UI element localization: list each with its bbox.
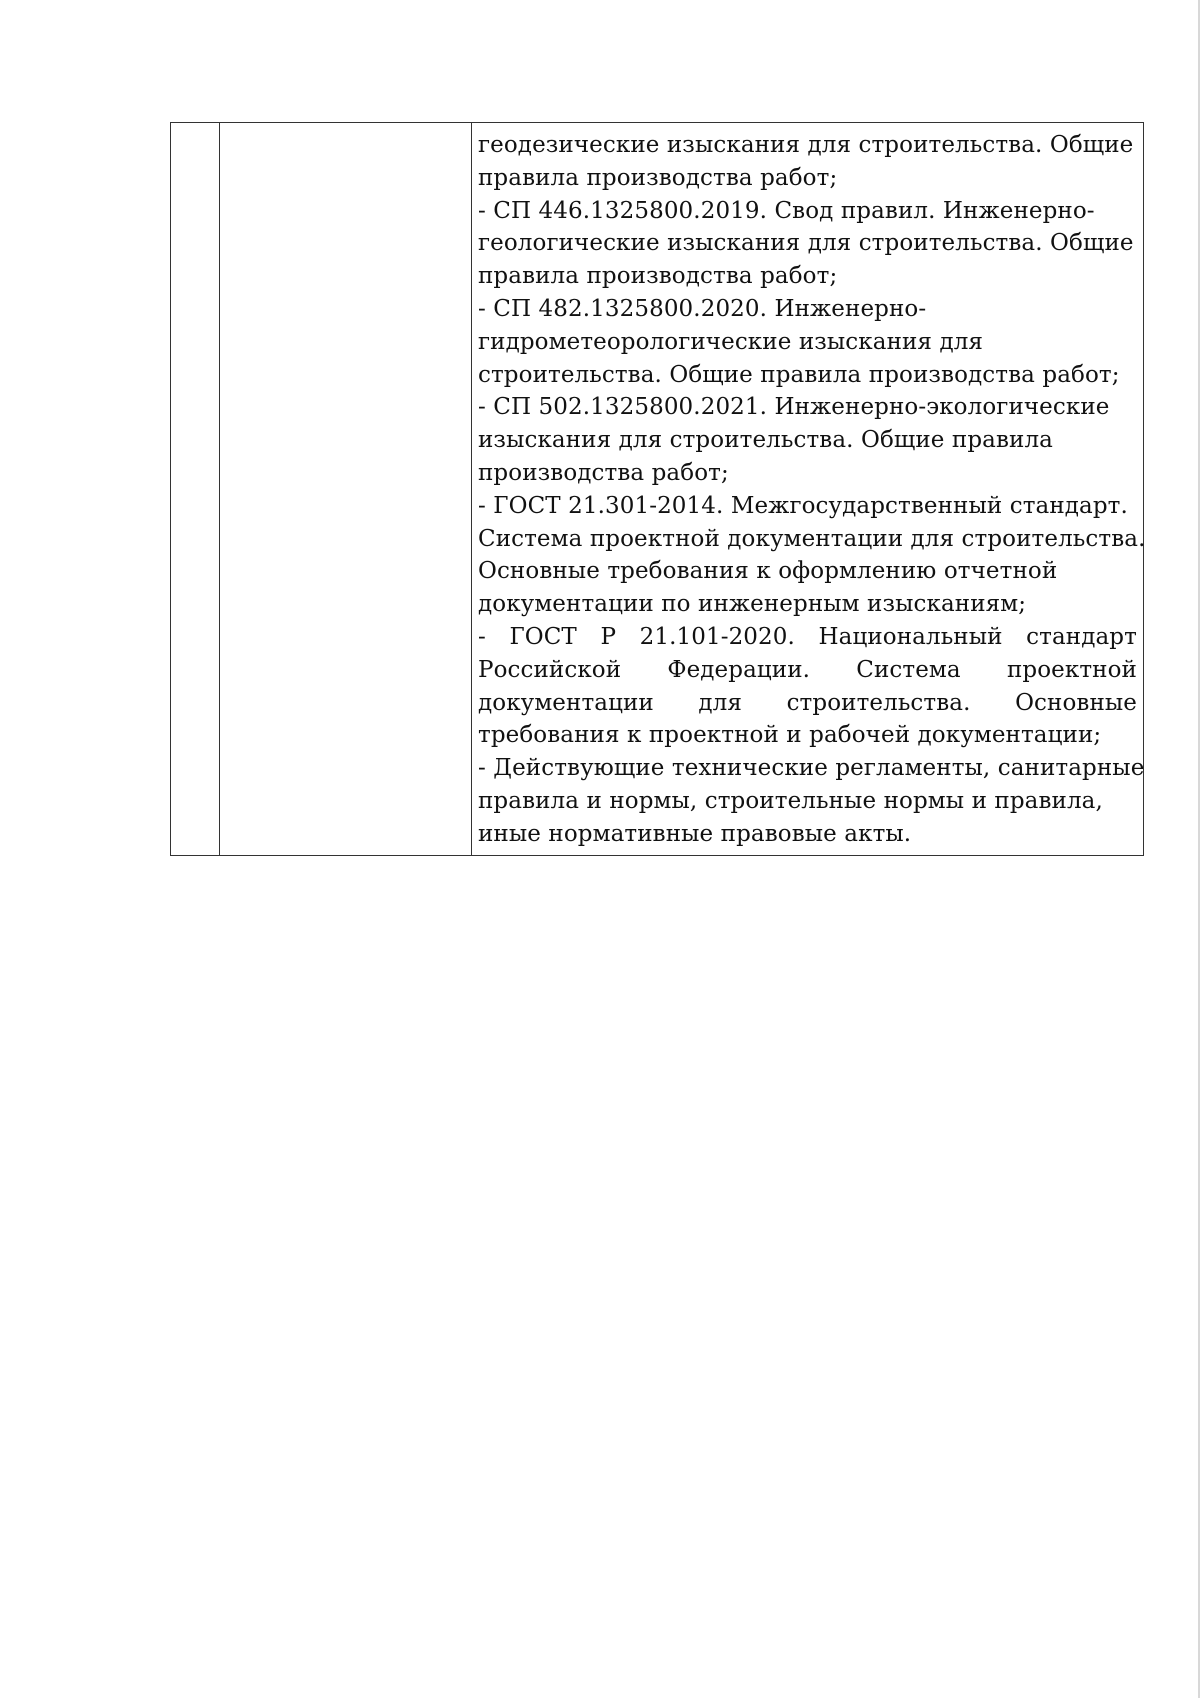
- text-line: гидрометеорологические изыскания для: [478, 328, 984, 355]
- word: для: [698, 689, 742, 716]
- content-text: [472, 123, 1146, 855]
- text-line: правила производства работ;: [478, 164, 838, 191]
- text-line: изыскания для строительства. Общие правила: [478, 427, 1053, 454]
- text-line: правила и нормы, строительные нормы и правила,: [478, 787, 1103, 814]
- text-line: производства работ;: [478, 459, 729, 486]
- word: -: [478, 623, 486, 650]
- name-cell: [220, 123, 472, 856]
- text-line: требования к проектной и рабочей документации;: [478, 722, 1102, 749]
- word: Федерации.: [667, 656, 811, 683]
- number-cell: [171, 123, 220, 856]
- text-line: - Действующие технические регламенты, санитарные: [478, 755, 1145, 782]
- word: Национальный: [818, 623, 1003, 650]
- text-line: геодезические изыскания для строительства. Общие: [478, 132, 1134, 158]
- text-line: - СП 482.1325800.2020. Инженерно-: [478, 295, 927, 322]
- word: проектной: [1006, 656, 1137, 683]
- text-line: геологические изыскания для строительства. Общие: [478, 230, 1134, 257]
- word: Система: [856, 656, 961, 683]
- word: строительства.: [786, 689, 971, 716]
- text-line: иные нормативные правовые акты.: [478, 820, 912, 847]
- word: 21.101-2020.: [639, 623, 795, 650]
- word: Российской: [478, 656, 622, 683]
- text-line: - СП 502.1325800.2021. Инженерно-экологические: [478, 394, 1110, 421]
- text-line: Система проектной документации для строительства.: [478, 525, 1146, 552]
- justified-line: [478, 621, 1137, 654]
- text-line: строительства. Общие правила производства работ;: [478, 361, 1120, 388]
- text-line: - ГОСТ 21.301-2014. Межгосударственный стандарт.: [478, 492, 1128, 519]
- text-line: - СП 446.1325800.2019. Свод правил. Инженерно-: [478, 197, 1095, 224]
- word: Основные: [1015, 689, 1137, 716]
- content-cell: [472, 123, 1144, 856]
- text-line: правила производства работ;: [478, 263, 838, 290]
- word: стандарт: [1026, 623, 1137, 650]
- justified-line: [478, 654, 1137, 687]
- word: ГОСТ: [509, 623, 577, 650]
- word: документации: [478, 689, 654, 716]
- word: Р: [600, 623, 617, 650]
- text-line: Основные требования к оформлению отчетной: [478, 558, 1058, 585]
- document-table: [170, 122, 1144, 856]
- text-line: документации по инженерным изысканиям;: [478, 591, 1027, 618]
- table-row: [171, 123, 1144, 856]
- justified-line: [478, 687, 1137, 720]
